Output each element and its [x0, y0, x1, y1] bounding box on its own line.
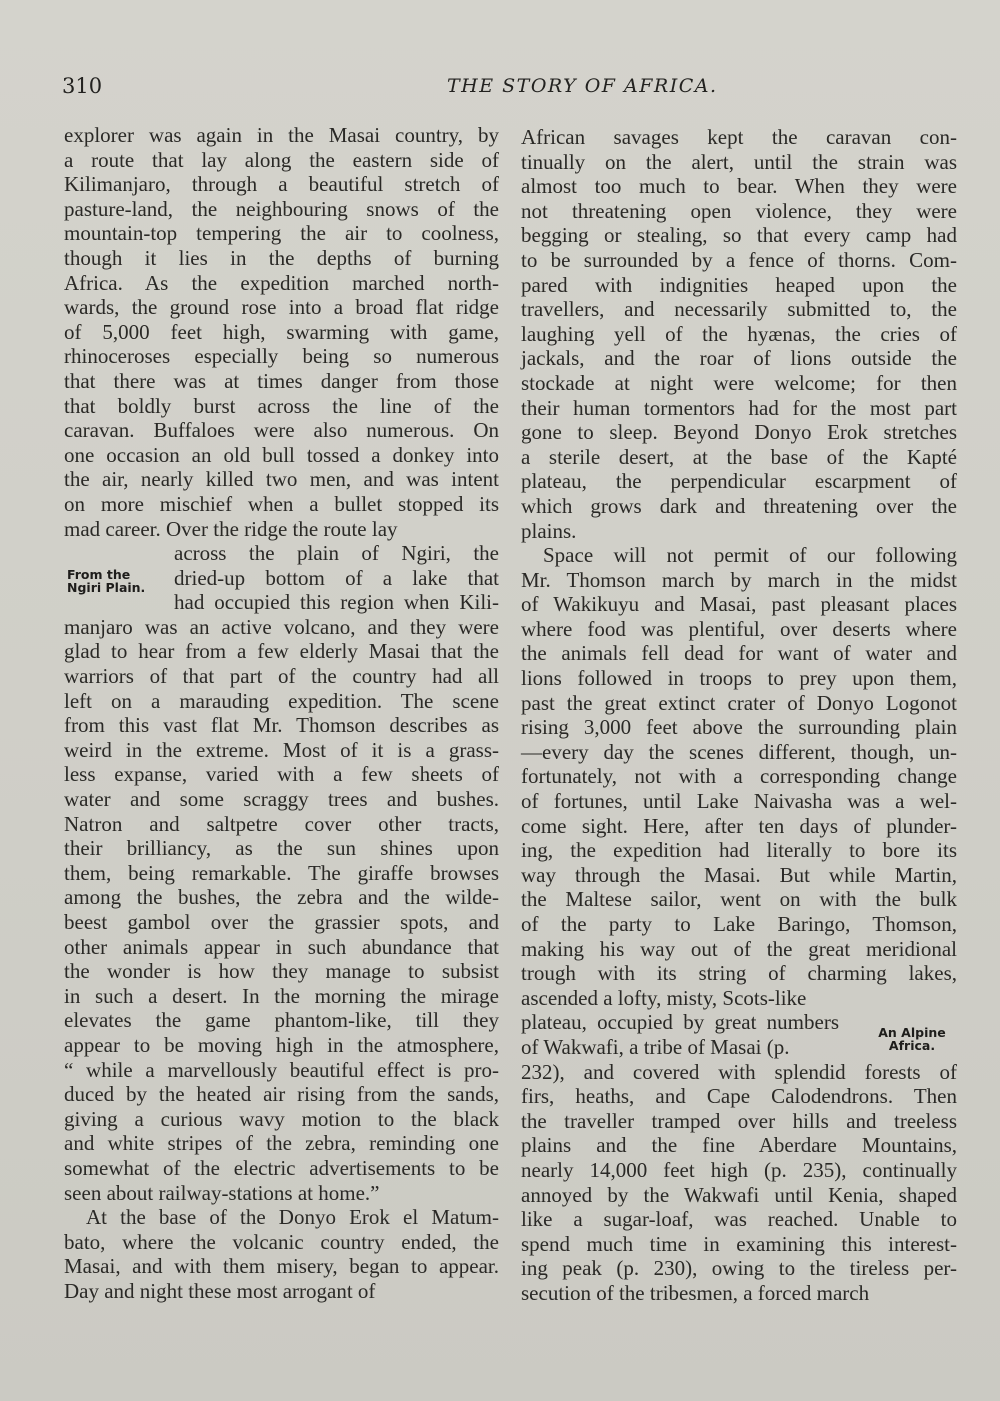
- text-line: jackals, and the roar of lions outside the: [521, 346, 957, 371]
- text-line: duced by the heated air rising from the sands,: [64, 1082, 499, 1107]
- text-line: a route that lay along the eastern side of: [64, 147, 499, 172]
- text-line: 232), and covered with splendid forests of: [521, 1059, 957, 1084]
- text-line: At the base of the Donyo Erok el Matum-: [86, 1205, 499, 1230]
- text-line: of Wakikuyu and Masai, past pleasant places: [521, 592, 957, 617]
- text-line: the traveller tramped over hills and treeless: [521, 1108, 957, 1133]
- text-line: left on a marauding expedition. The scene: [64, 688, 499, 713]
- text-line: firs, heaths, and Cape Calodendrons. Then: [521, 1084, 957, 1109]
- text-line: the animals fell dead for want of water and: [521, 641, 957, 666]
- text-line: laughing yell of the hyænas, the cries of: [521, 321, 957, 346]
- text-line: which grows dark and threatening over the: [521, 493, 957, 518]
- text-line: annoyed by the Wakwafi until Kenia, shaped: [521, 1182, 957, 1207]
- text-line: appear to be moving high in the atmosphere,: [64, 1032, 499, 1057]
- text-line: other animals appear in such abundance that: [64, 934, 499, 959]
- text-line: warriors of that part of the country had all: [64, 664, 499, 689]
- text-line: fortunately, not with a corresponding change: [521, 764, 957, 789]
- text-line: not threatening open violence, they were: [521, 198, 957, 223]
- text-line: that there was at times danger from those: [64, 368, 499, 393]
- text-line: Space will not permit of our following: [543, 543, 957, 568]
- page-number: 310: [62, 74, 103, 98]
- left-column: [64, 123, 499, 1304]
- text-line: way through the Masai. But while Martin,: [521, 862, 957, 887]
- text-line: mad career. Over the ridge the route lay: [64, 516, 398, 541]
- text-line: tinually on the alert, until the strain was: [521, 149, 957, 174]
- text-line: to be surrounded by a fence of thorns. Com-: [521, 247, 957, 272]
- text-line: rhinoceroses especially being so numerous: [64, 344, 499, 369]
- text-line: Kilimanjaro, through a beautiful stretch of: [64, 172, 499, 197]
- text-line: less expanse, varied with a few sheets of: [64, 762, 499, 787]
- text-line: making his way out of the great meridional: [521, 936, 957, 961]
- text-line: among the bushes, the zebra and the wilde-: [64, 885, 499, 910]
- text-line: gone to sleep. Beyond Donyo Erok stretches: [521, 420, 957, 445]
- text-line: wards, the ground rose into a broad flat ridge: [64, 295, 499, 320]
- margin-note-line: An Alpine: [878, 1025, 946, 1040]
- text-line: giving a curious wavy motion to the black: [64, 1106, 499, 1131]
- text-line: on more mischief when a bullet stopped its: [64, 491, 499, 516]
- text-line: come sight. Here, after ten days of plunder-: [521, 813, 957, 838]
- right-column: [521, 125, 957, 1306]
- text-line: spend much time in examining this interest-: [521, 1231, 957, 1256]
- text-line: one occasion an old bull tossed a donkey into: [64, 442, 499, 467]
- text-line: almost too much to bear. When they were: [521, 174, 957, 199]
- text-line: Africa. As the expedition marched north-: [64, 270, 499, 295]
- margin-note-line: Ngiri Plain.: [67, 580, 146, 595]
- text-line: travellers, and necessarily submitted to, the: [521, 297, 957, 322]
- text-line: beest gambol over the grassier spots, and: [64, 910, 499, 934]
- text-line: that boldly burst across the line of the: [64, 393, 499, 418]
- text-line: past the great extinct crater of Donyo Logonot: [521, 690, 957, 715]
- text-line: Natron and saltpetre cover other tracts,: [64, 811, 499, 836]
- text-line: in such a desert. In the morning the mirage: [64, 983, 499, 1008]
- text-line: pasture-land, the neighbouring snows of the: [64, 196, 499, 221]
- text-line: their brilliancy, as the sun shines upon: [64, 836, 499, 861]
- text-line: like a sugar-loaf, was reached. Unable to: [521, 1207, 957, 1232]
- text-line: of Wakwafi, a tribe of Masai (p.: [521, 1034, 790, 1059]
- text-line: a sterile desert, at the base of the Kapté: [521, 444, 957, 469]
- text-line: their human tormentors had for the most part: [521, 395, 957, 420]
- text-line: plateau, occupied by great numbers: [521, 1010, 839, 1035]
- text-line: plains and the fine Aberdare Mountains,: [521, 1133, 957, 1158]
- text-line: manjaro was an active volcano, and they were: [64, 614, 499, 639]
- text-line: plateau, the perpendicular escarpment of: [521, 469, 957, 494]
- margin-note-line: From the: [67, 567, 131, 582]
- text-line: glad to hear from a few elderly Masai that the: [64, 639, 499, 664]
- page-header: [62, 74, 962, 108]
- text-line: trough with its string of charming lakes,: [521, 961, 957, 986]
- text-line: secution of the tribesmen, a forced march: [521, 1280, 870, 1305]
- text-line: Masai, and with them misery, began to appear.: [64, 1254, 499, 1279]
- text-line: “ while a marvellously beautiful effect is pro-: [64, 1057, 499, 1082]
- text-line: Mr. Thomson march by march in the midst: [521, 567, 957, 592]
- text-line: across the plain of Ngiri, the: [174, 541, 499, 566]
- text-line: weird in the extreme. Most of it is a grass-: [64, 737, 499, 762]
- text-line: the air, nearly killed two men, and was intent: [64, 467, 499, 492]
- text-line: explorer was again in the Masai country, by: [64, 123, 499, 147]
- text-line: bato, where the volcanic country ended, the: [64, 1229, 499, 1254]
- text-line: ascended a lofty, misty, Scots-like: [521, 985, 807, 1010]
- text-line: of 5,000 feet high, swarming with game,: [64, 319, 499, 344]
- text-line: caravan. Buffaloes were also numerous. On: [64, 418, 499, 443]
- text-line: ing peak (p. 230), owing to the tireless per-: [521, 1256, 957, 1281]
- text-line: pared with indignities heaped upon the: [521, 272, 957, 297]
- text-line: the Maltese sailor, went on with the bulk: [521, 887, 957, 912]
- text-line: where food was plentiful, over deserts where: [521, 616, 957, 641]
- margin-note-left: [67, 568, 167, 594]
- running-title: THE STORY OF AFRICA.: [447, 75, 718, 97]
- text-line: them, being remarkable. The giraffe browses: [64, 860, 499, 885]
- text-line: of fortunes, until Lake Naivasha was a wel-: [521, 789, 957, 814]
- text-line: Day and night these most arrogant of: [64, 1278, 376, 1303]
- text-line: African savages kept the caravan con-: [521, 125, 957, 149]
- text-line: from this vast flat Mr. Thomson describes as: [64, 713, 499, 738]
- text-line: lions followed in troops to prey upon them,: [521, 666, 957, 691]
- text-line: water and some scraggy trees and bushes.: [64, 787, 499, 812]
- text-line: elevates the game phantom-like, till they: [64, 1008, 499, 1033]
- text-line: rising 3,000 feet above the surrounding plain: [521, 715, 957, 740]
- margin-note-right: [868, 1026, 956, 1052]
- text-line: nearly 14,000 feet high (p. 235), continually: [521, 1157, 957, 1182]
- text-line: begging or stealing, so that every camp had: [521, 223, 957, 248]
- text-line: plains.: [521, 518, 577, 543]
- text-line: seen about railway-stations at home.”: [64, 1180, 380, 1205]
- text-line: of the party to Lake Baringo, Thomson,: [521, 912, 957, 936]
- text-line: dried-up bottom of a lake that: [174, 565, 499, 590]
- text-line: had occupied this region when Kili-: [174, 590, 499, 615]
- text-line: and white stripes of the zebra, reminding one: [64, 1131, 499, 1156]
- text-line: mountain-top tempering the air to coolness,: [64, 221, 499, 246]
- text-line: somewhat of the electric advertisements to be: [64, 1155, 499, 1180]
- text-line: —every day the scenes different, though, un-: [521, 739, 957, 764]
- text-line: ing, the expedition had literally to bore its: [521, 838, 957, 863]
- text-line: stockade at night were welcome; for then: [521, 370, 957, 395]
- text-line: though it lies in the depths of burning: [64, 245, 499, 270]
- margin-note-line: Africa.: [888, 1038, 936, 1053]
- text-line: the wonder is how they manage to subsist: [64, 959, 499, 984]
